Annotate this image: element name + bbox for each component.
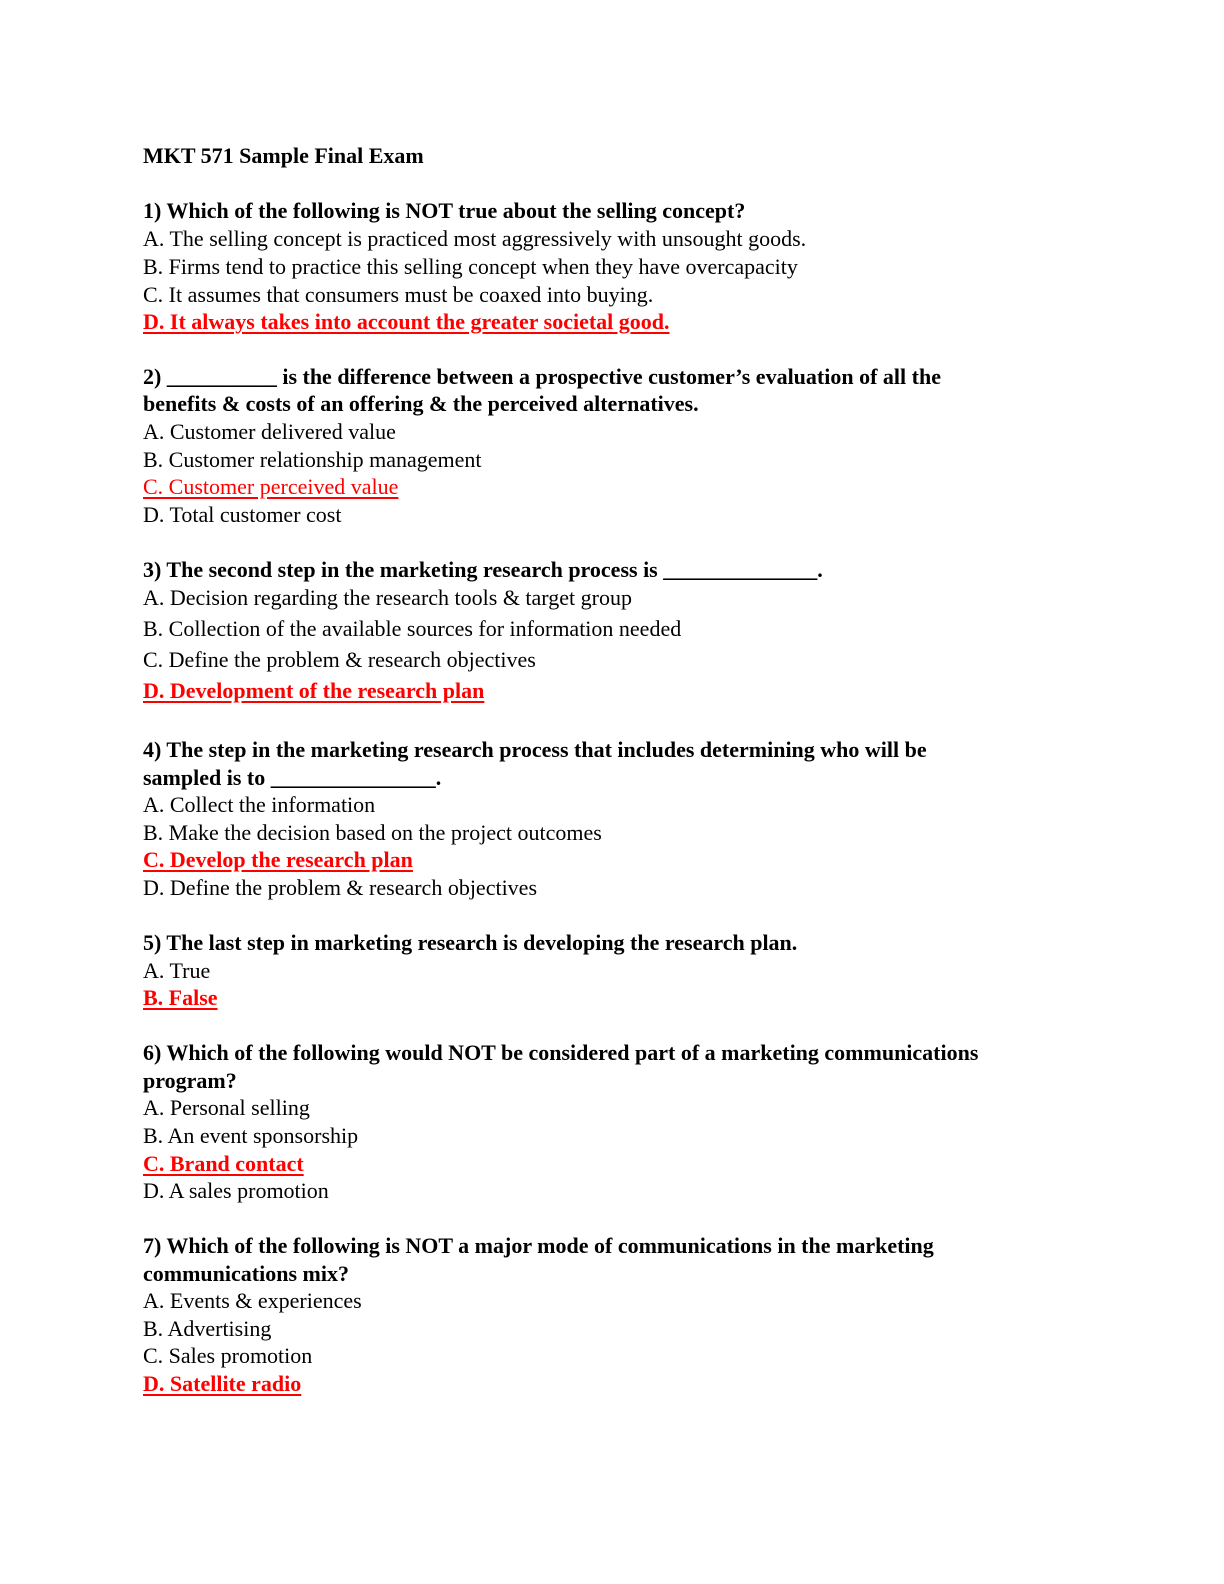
option-c: C. Define the problem & research objectives — [143, 647, 536, 672]
question-text-continued: sampled is to _______________. — [143, 765, 442, 790]
option-d-correct-answer: D. Satellite radio — [143, 1371, 302, 1396]
option-b: B. Firms tend to practice this selling concept when they have overcapacity — [143, 254, 798, 279]
option-a: A. Customer delivered value — [143, 419, 396, 444]
option-a: A. Events & experiences — [143, 1288, 362, 1313]
option-b: B. An event sponsorship — [143, 1123, 359, 1148]
option-d-correct-answer: D. It always takes into account the greater societal good. — [143, 309, 670, 334]
option-b: B. Customer relationship management — [143, 447, 482, 472]
option-b: B. Make the decision based on the project outcomes — [143, 820, 602, 845]
question-text: 7) Which of the following is NOT a major mode of communications in the marketing — [143, 1233, 934, 1258]
question-text: 5) The last step in marketing research is developing the research plan. — [143, 930, 798, 955]
question-text-continued: communications mix? — [143, 1261, 349, 1286]
question-text-continued: benefits & costs of an offering & the perceived alternatives. — [143, 391, 699, 416]
option-a: A. The selling concept is practiced most aggressively with unsought goods. — [143, 226, 807, 251]
option-d: D. Define the problem & research objectives — [143, 875, 538, 900]
option-c-correct-answer: C. Customer perceived value — [143, 474, 399, 499]
question-text: 2) __________ is the difference between a prospective customer’s evaluation of all the — [143, 364, 941, 389]
option-d: D. Total customer cost — [143, 502, 342, 527]
option-c-correct-answer: C. Brand contact — [143, 1151, 304, 1176]
option-c-correct-answer: C. Develop the research plan — [143, 847, 413, 872]
option-a: A. Decision regarding the research tools & target group — [143, 585, 632, 610]
option-d: D. A sales promotion — [143, 1178, 329, 1203]
question-text: 6) Which of the following would NOT be considered part of a marketing communications — [143, 1040, 979, 1065]
option-b-correct-answer: B. False — [143, 985, 218, 1010]
option-c: C. Sales promotion — [143, 1343, 313, 1368]
option-a: A. Collect the information — [143, 792, 376, 817]
option-b: B. Collection of the available sources for information needed — [143, 616, 682, 641]
option-c: C. It assumes that consumers must be coaxed into buying. — [143, 282, 654, 307]
exam-title: MKT 571 Sample Final Exam — [143, 143, 424, 168]
question-text: 3) The second step in the marketing research process is ______________. — [143, 557, 823, 582]
option-a: A. Personal selling — [143, 1095, 310, 1120]
option-b: B. Advertising — [143, 1316, 272, 1341]
question-text: 4) The step in the marketing research process that includes determining who will be — [143, 737, 927, 762]
question-text: 1) Which of the following is NOT true about the selling concept? — [143, 198, 746, 223]
option-a: A. True — [143, 958, 211, 983]
question-text-continued: program? — [143, 1068, 237, 1093]
option-d-correct-answer: D. Development of the research plan — [143, 678, 485, 703]
